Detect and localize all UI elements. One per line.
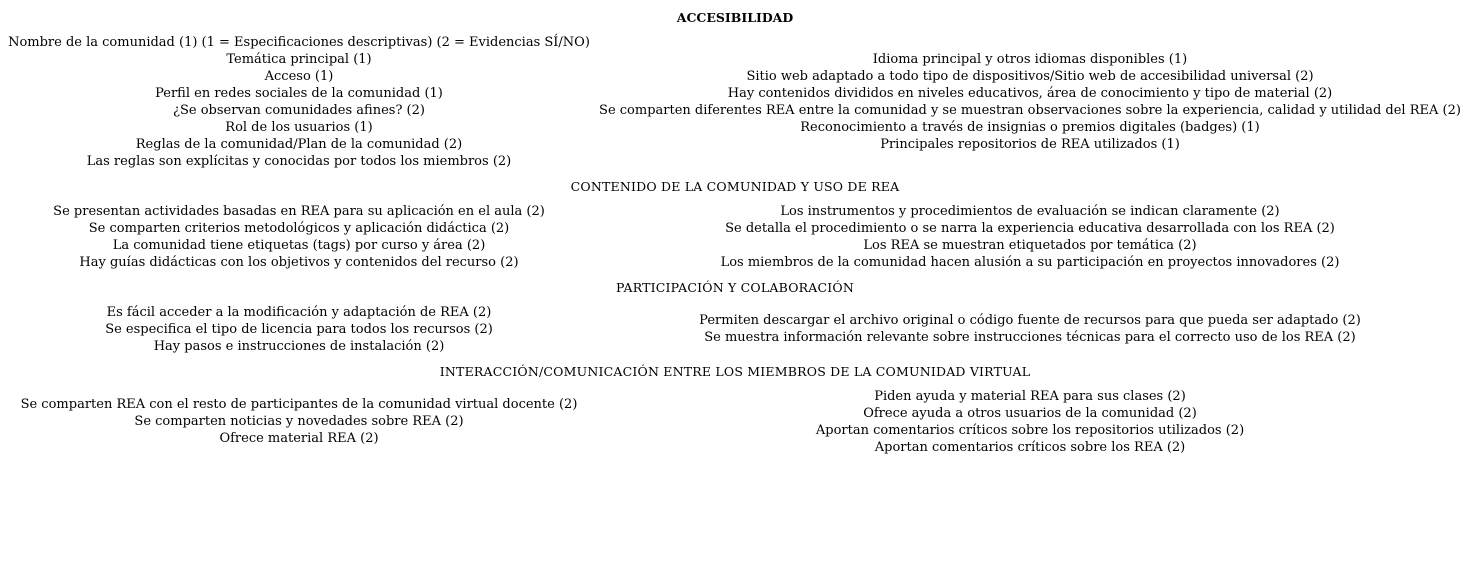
section-heading-contenido: CONTENIDO DE LA COMUNIDAD Y USO DE REA — [570, 179, 900, 194]
criterion-item: Reconocimiento a través de insignias o premios digitales (badges) (1) — [800, 120, 1260, 135]
criterion-item: Se comparten noticias y novedades sobre REA (2) — [134, 414, 464, 429]
criterion-item: Las reglas son explícitas y conocidas por todos los miembros (2) — [86, 154, 512, 169]
criterion-item: Los instrumentos y procedimientos de evaluación se indican claramente (2) — [780, 204, 1280, 219]
criterion-item: Se muestra información relevante sobre instrucciones técnicas para el correcto uso de los REA (2) — [704, 330, 1356, 345]
section-contenido-right-column — [596, 203, 1464, 271]
document-title: ACCESIBILIDAD — [676, 10, 794, 25]
criterion-item: Hay guías didácticas con los objetivos y contenidos del recurso (2) — [79, 255, 519, 270]
section-heading-interaccion: INTERACCIÓN/COMUNICACIÓN ENTRE LOS MIEMBROS DE LA COMUNIDAD VIRTUAL — [439, 364, 1031, 379]
criterion-item: Se detalla el procedimiento o se narra la experiencia educativa desarrollada con los REA (2) — [725, 221, 1335, 236]
section-accesibilidad-right-column — [596, 51, 1464, 153]
criterion-item: Temática principal (1) — [226, 52, 372, 67]
criterion-item: Se presentan actividades basadas en REA para su aplicación en el aula (2) — [53, 204, 545, 219]
criterion-item: Aportan comentarios críticos sobre los REA (2) — [874, 440, 1186, 455]
section-participacion-left-column — [0, 304, 598, 355]
criterion-item: Acceso (1) — [264, 69, 334, 84]
criterion-item: Reglas de la comunidad/Plan de la comunidad (2) — [135, 137, 463, 152]
section-interaccion-right-column — [596, 388, 1464, 456]
section-participacion-right-column — [596, 312, 1464, 346]
section-heading-participacion: PARTICIPACIÓN Y COLABORACIÓN — [616, 280, 854, 295]
criterion-item: La comunidad tiene etiquetas (tags) por curso y área (2) — [112, 238, 486, 253]
criterion-item: ¿Se observan comunidades afines? (2) — [173, 103, 425, 118]
criterion-item: Los REA se muestran etiquetados por temática (2) — [863, 238, 1197, 253]
criterion-item: Se comparten diferentes REA entre la comunidad y se muestran observaciones sobre la experiencia, calidad y utilidad del REA (2) — [599, 103, 1461, 118]
criterion-item: Es fácil acceder a la modificación y adaptación de REA (2) — [106, 305, 492, 320]
criterion-item: Principales repositorios de REA utilizados (1) — [880, 137, 1180, 152]
criterion-item: Aportan comentarios críticos sobre los repositorios utilizados (2) — [815, 423, 1245, 438]
criterion-item: Piden ayuda y material REA para sus clases (2) — [874, 389, 1186, 404]
criterion-item: Ofrece ayuda a otros usuarios de la comunidad (2) — [863, 406, 1197, 421]
criterion-item: Se especifica el tipo de licencia para todos los recursos (2) — [105, 322, 493, 337]
section-interaccion-left-column — [0, 396, 598, 447]
criterion-item: Idioma principal y otros idiomas disponibles (1) — [872, 52, 1188, 67]
criterion-item: Se comparten REA con el resto de participantes de la comunidad virtual docente (2) — [20, 397, 578, 412]
criterion-item: Permiten descargar el archivo original o código fuente de recursos para que pueda ser adaptado (2) — [699, 313, 1361, 328]
criterion-item: Los miembros de la comunidad hacen alusión a su participación en proyectos innovadores (2) — [720, 255, 1340, 270]
criterion-item: Se comparten criterios metodológicos y aplicación didáctica (2) — [88, 221, 510, 236]
criterion-item: Nombre de la comunidad (1) (1 = Especificaciones descriptivas) (2 = Evidencias SÍ/NO) — [8, 35, 590, 50]
criterion-item: Perfil en redes sociales de la comunidad (1) — [155, 86, 443, 101]
criterion-item: Hay contenidos divididos en niveles educativos, área de conocimiento y tipo de material (2) — [727, 86, 1333, 101]
criterion-item: Ofrece material REA (2) — [219, 431, 379, 446]
criterion-item: Sitio web adaptado a todo tipo de dispositivos/Sitio web de accesibilidad universal (2) — [746, 69, 1314, 84]
section-accesibilidad-left-column — [0, 34, 598, 170]
criterion-item: Rol de los usuarios (1) — [225, 120, 373, 135]
section-contenido-left-column — [0, 203, 598, 271]
criterion-item: Hay pasos e instrucciones de instalación (2) — [153, 339, 445, 354]
